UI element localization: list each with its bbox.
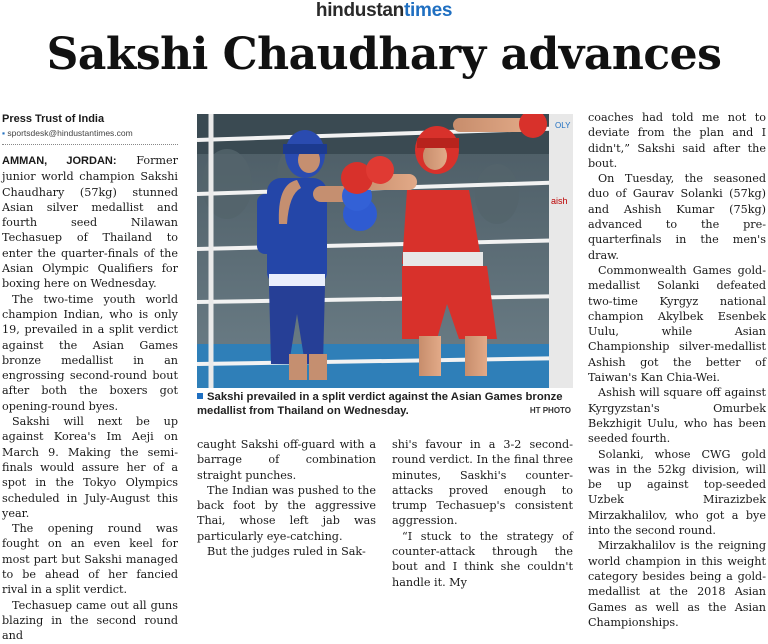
article-column-3 — [392, 437, 573, 590]
paragraph: The two-time youth world champion Indian, who is only 19, prevailed in a split verdict against the Asian Games bronze medallist in an engrossing second-round bout after both the boxers got opening-round byes. — [2, 292, 178, 413]
paragraph: Ashish will square off against Kyrgyzstan's Omurbek Bekzhigit Uulu, who has been seeded fourth. — [588, 386, 766, 446]
masthead-times: times — [403, 0, 453, 21]
email-text: sportsdesk@hindustantimes.com — [7, 128, 133, 138]
paragraph: coaches had told me not to deviate from the plan and I didn't,” Sakshi said after the bout. — [588, 111, 766, 170]
ring-text: OLY — [555, 121, 571, 130]
email-bullet-icon: ▪ — [2, 128, 6, 138]
banner-text: aish — [551, 196, 568, 206]
article-column-1 — [2, 112, 178, 644]
paragraph: Commonwealth Games gold-medallist Solanki defeated two-time Kyrgyz national champion Akylbek Esenbek Uulu, while Asian Championship silver-medallist Ashish got the better of Taiwan's Kan Chia-Wei. — [588, 263, 766, 385]
paragraph: Mirzakhalilov is the reigning world champion in this weight category besides being a gold-medallist at the 2018 Asian Games as well as the Asian Championships. — [588, 539, 766, 629]
ring-floor — [197, 344, 573, 388]
paragraph: Techasuep came out all guns blazing in the second round and — [2, 598, 178, 643]
boxing-photo — [197, 114, 573, 388]
paragraph: caught Sakshi off-guard with a barrage of combination straight punches. — [197, 438, 376, 482]
boxing-photo-illustration — [197, 114, 573, 388]
paragraph-text: Former junior world champion Sakshi Chaudhary (57kg) stunned Asian silver medallist and fourth seed Nilawan Techasuep of Thailand to enter the quarter-finals of the Asian Olympic Qualifiers for boxing here on Wednesday. — [2, 154, 178, 291]
byline-email — [2, 126, 178, 145]
sponsor-banner — [549, 114, 573, 388]
dateline: AMMAN, JORDAN: — [2, 155, 117, 167]
paragraph — [2, 153, 178, 292]
paragraph: shi's favour in a 3-2 second-round verdict. In the final three minutes, Saskhi's counter-attacks proved enough to trump Techasuep's consistent aggression. — [392, 438, 573, 528]
paragraph: On Tuesday, the seasoned duo of Gaurav Solanki (57kg) and Ashish Kumar (75kg) advanced to the pre-quarterfinals in the men's draw. — [588, 172, 766, 262]
article-column-4 — [588, 110, 766, 630]
paragraph: Sakshi will next be up against Korea's Im Aeji on March 9. Making the semi-finals would assure her of a spot in the Tokyo Olympics scheduled in July-August this year. — [2, 415, 178, 520]
paragraph: But the judges ruled in Sak- — [207, 545, 366, 559]
photo-credit: HT PHOTO — [529, 406, 571, 415]
byline-author: Press Trust of India — [2, 113, 105, 125]
photo-caption — [197, 390, 573, 430]
paragraph: “I stuck to the strategy of counter-attack through the bout and I think she couldn't handle it. My — [392, 529, 573, 589]
paragraph: The Indian was pushed to the back foot by the aggressive Thai, whose left jab was particularly eye-catching. — [197, 483, 376, 543]
paragraph: The opening round was fought on an even keel for most part but Sakshi managed to be ahead of her fancied rival in a split verdict. — [2, 522, 178, 597]
masthead — [0, 0, 768, 24]
article-column-2 — [197, 437, 376, 559]
headline: Sakshi Chaudhary advances — [46, 29, 722, 80]
caption-bullet-icon — [197, 393, 203, 399]
paragraph: Solanki, whose CWG gold was in the 52kg division, will be up against top-seeded Uzbek Mirazizbek Mirzakhalilov, who got a bye into the second round. — [588, 447, 766, 538]
caption-text: Sakshi prevailed in a split verdict against the Asian Games bronze medallist from Thailand on Wednesday. — [197, 391, 563, 417]
masthead-hindustan: hindustan — [315, 0, 404, 21]
